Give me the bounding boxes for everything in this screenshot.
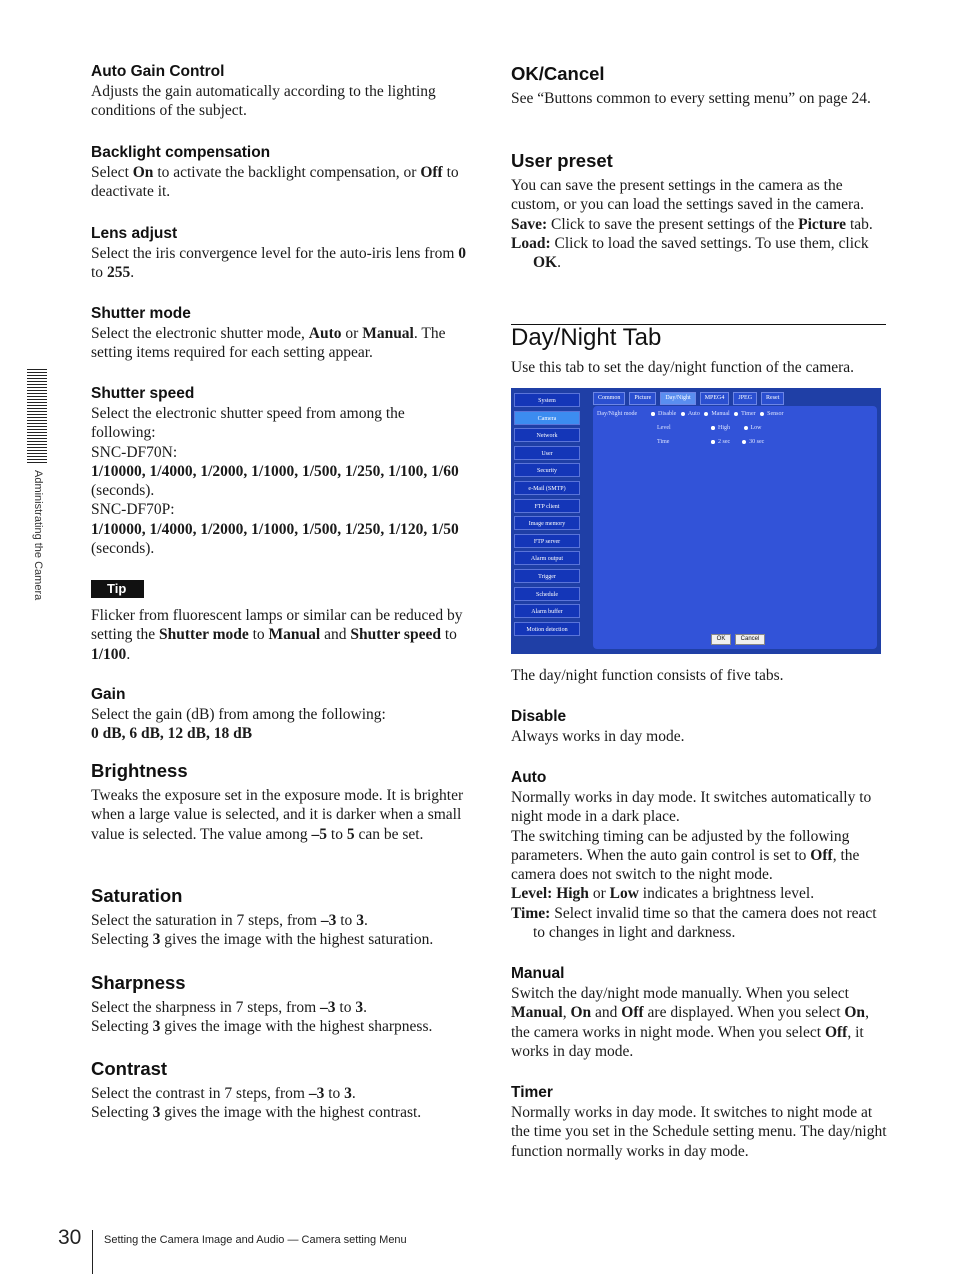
auto-time: Time: Select invalid time so that the camera does not react to changes in light and darkness. xyxy=(511,904,877,942)
disable-body: Always works in day mode. xyxy=(511,728,685,745)
daynight-intro: Use this tab to set the day/night function of the camera. xyxy=(511,359,855,376)
agc-heading: Auto Gain Control xyxy=(91,63,225,80)
sharpness-section xyxy=(91,971,471,1037)
mode-label: Day/Night mode xyxy=(597,411,638,417)
shutter-speed-model-p: SNC-DF70P: xyxy=(91,501,175,519)
brightness-heading: Brightness xyxy=(91,760,188,781)
daynight-screenshot xyxy=(511,388,881,654)
level-low-label: Low xyxy=(750,425,762,431)
contrast-section xyxy=(91,1057,471,1123)
sharpness-heading: Sharpness xyxy=(91,972,186,993)
side-thumb-index xyxy=(27,369,47,463)
okcancel-body: See “Buttons common to every setting menu” on page 24. xyxy=(511,90,871,107)
contrast-body: Select the contrast in 7 steps, from –3 to 3. Selecting 3 gives the image with the highest contrast. xyxy=(91,1085,422,1122)
manual-body: Switch the day/night mode manually. When you select Manual, On and Off are displayed. When you select On, the camera works in night mode. When you select Off, it works in day mode. xyxy=(511,985,869,1060)
tip-section xyxy=(91,580,471,664)
level-high-label: High xyxy=(718,425,730,431)
nav-trigger[interactable]: Trigger xyxy=(514,569,580,583)
nav-email[interactable]: e-Mail (SMTP) xyxy=(514,481,580,495)
backlight-body: Select On to activate the backlight compensation, or Off to deactivate it. xyxy=(91,164,459,201)
nav-user[interactable]: User xyxy=(514,446,580,460)
manual-section xyxy=(511,964,889,1061)
screenshot-tabs xyxy=(593,392,784,405)
agc-body: Adjusts the gain automatically according to the lighting conditions of the subject. xyxy=(91,83,436,120)
tab-picture[interactable]: Picture xyxy=(629,392,656,405)
nav-ftp-server[interactable]: FTP server xyxy=(514,534,580,548)
user-preset-save: Save: Click to save the present settings of the Picture tab. xyxy=(511,215,873,233)
mode-sensor-label: Sensor xyxy=(767,411,784,417)
nav-security[interactable]: Security xyxy=(514,463,580,477)
backlight-section xyxy=(91,143,471,202)
tab-mpeg4[interactable]: MPEG4 xyxy=(700,392,730,405)
tab-common[interactable]: Common xyxy=(593,392,625,405)
agc-section xyxy=(91,62,471,121)
timer-section xyxy=(511,1083,889,1161)
radio-30sec[interactable] xyxy=(742,440,746,444)
gain-values: 0 dB, 6 dB, 12 dB, 18 dB xyxy=(91,725,253,743)
manual-heading: Manual xyxy=(511,965,565,982)
user-preset-section xyxy=(511,149,889,272)
okcancel-section xyxy=(511,62,889,108)
radio-timer[interactable] xyxy=(734,412,738,416)
daynight-after xyxy=(511,666,889,685)
mode-options xyxy=(651,411,783,417)
lens-section xyxy=(91,224,471,283)
tab-daynight[interactable]: Day/Night xyxy=(660,392,695,405)
screenshot-panel xyxy=(593,406,877,649)
gain-body: Select the gain (dB) from among the following: xyxy=(91,706,386,723)
radio-low[interactable] xyxy=(744,426,748,430)
mode-disable-label: Disable xyxy=(658,411,677,417)
side-chapter-label: Administrating the Camera xyxy=(32,470,44,601)
auto-body-2: The switching timing can be adjusted by the following parameters. When the auto gain control is set to Off, the camera does not switch to the night mode. xyxy=(511,827,860,884)
footer-title: Setting the Camera Image and Audio — Camera setting Menu xyxy=(104,1234,407,1246)
shutter-speed-values-n: 1/10000, 1/4000, 1/2000, 1/1000, 1/500, 1/250, 1/100, 1/60 (seconds). xyxy=(91,462,459,500)
daynight-tabs-note: The day/night function consists of five tabs. xyxy=(511,667,784,684)
sharpness-body: Select the sharpness in 7 steps, from –3 to 3. Selecting 3 gives the image with the highest sharpness. xyxy=(91,999,433,1036)
shutter-speed-section xyxy=(91,384,471,558)
nav-camera[interactable]: Camera xyxy=(514,411,580,425)
level-label: Level xyxy=(657,425,671,431)
daynight-section xyxy=(511,324,889,377)
mode-timer-label: Timer xyxy=(741,411,756,417)
radio-sensor[interactable] xyxy=(760,412,764,416)
nav-alarm-output[interactable]: Alarm output xyxy=(514,551,580,565)
screenshot-nav xyxy=(514,393,580,639)
footer-divider xyxy=(92,1230,93,1274)
gain-section xyxy=(91,685,471,744)
page-number: 30 xyxy=(58,1226,82,1249)
okcancel-heading: OK/Cancel xyxy=(511,63,605,84)
radio-disable[interactable] xyxy=(651,412,655,416)
tip-body: Flicker from fluorescent lamps or similar can be reduced by setting the Shutter mode to Manual and Shutter speed to 1/100. xyxy=(91,607,463,663)
nav-network[interactable]: Network xyxy=(514,428,580,442)
time-label: Time xyxy=(657,439,670,445)
auto-section xyxy=(511,768,889,942)
mode-manual-label: Manual xyxy=(711,411,730,417)
disable-section xyxy=(511,707,889,746)
lens-body: Select the iris convergence level for the auto-iris lens from 0 to 255. xyxy=(91,245,467,282)
shutter-speed-model-n: SNC-DF70N: xyxy=(91,443,178,461)
brightness-body: Tweaks the exposure set in the exposure mode. It is brighter when a large value is selected, and it is darker when a small value is selected. The value among –5 to 5 can be set. xyxy=(91,787,464,843)
radio-manual[interactable] xyxy=(704,412,708,416)
shutter-speed-heading: Shutter speed xyxy=(91,385,195,402)
lens-heading: Lens adjust xyxy=(91,225,178,242)
shutter-mode-heading: Shutter mode xyxy=(91,305,191,322)
timer-heading: Timer xyxy=(511,1084,553,1101)
shutter-mode-body: Select the electronic shutter mode, Auto or Manual. The setting items required for each setting appear. xyxy=(91,325,446,362)
saturation-body: Select the saturation in 7 steps, from –3 to 3. Selecting 3 gives the image with the highest saturation. xyxy=(91,912,434,949)
auto-body-1: Normally works in day mode. It switches automatically to night mode in a dark place. xyxy=(511,789,872,826)
cancel-button[interactable]: Cancel xyxy=(735,634,765,645)
user-preset-body: You can save the present settings in the camera as the custom, or you can load the settings saved in the camera. xyxy=(511,177,864,214)
brightness-section xyxy=(91,759,471,844)
backlight-heading: Backlight compensation xyxy=(91,144,271,161)
saturation-section xyxy=(91,884,471,950)
disable-heading: Disable xyxy=(511,708,567,725)
time-30sec-label: 30 sec xyxy=(749,439,765,445)
nav-system[interactable]: System xyxy=(514,393,580,407)
user-preset-load: Load: Click to load the saved settings. To use them, click OK. xyxy=(511,234,869,272)
mode-auto-label: Auto xyxy=(687,411,700,417)
tab-reset[interactable]: Reset xyxy=(761,392,784,405)
user-preset-heading: User preset xyxy=(511,150,613,171)
ok-button[interactable]: OK xyxy=(711,634,731,645)
gain-heading: Gain xyxy=(91,686,126,703)
time-2sec-label: 2 sec xyxy=(718,439,731,445)
tab-jpeg[interactable]: JPEG xyxy=(733,392,757,405)
shutter-speed-values-p: 1/10000, 1/4000, 1/2000, 1/1000, 1/500, 1/250, 1/120, 1/50 (seconds). xyxy=(91,520,459,558)
level-options xyxy=(711,425,762,431)
contrast-heading: Contrast xyxy=(91,1058,168,1079)
auto-heading: Auto xyxy=(511,769,547,786)
radio-high[interactable] xyxy=(711,426,715,430)
nav-ftp-client[interactable]: FTP client xyxy=(514,499,580,513)
tip-badge: Tip xyxy=(91,580,144,598)
shutter-speed-intro: Select the electronic shutter speed from among the following: xyxy=(91,405,405,442)
auto-level: Level: High or Low indicates a brightness level. xyxy=(511,885,815,903)
nav-schedule[interactable]: Schedule xyxy=(514,587,580,601)
nav-motion-detection[interactable]: Motion detection xyxy=(514,622,580,636)
radio-2sec[interactable] xyxy=(711,440,715,444)
shutter-mode-section xyxy=(91,304,471,363)
radio-auto[interactable] xyxy=(681,412,685,416)
time-options xyxy=(711,439,764,445)
nav-alarm-buffer[interactable]: Alarm buffer xyxy=(514,604,580,618)
nav-image-memory[interactable]: Image memory xyxy=(514,516,580,530)
timer-body: Normally works in day mode. It switches to night mode at the time you set in the Schedule setting menu. The day/night function normally works in day mode. xyxy=(511,1104,887,1160)
daynight-heading: Day/Night Tab xyxy=(511,324,662,351)
saturation-heading: Saturation xyxy=(91,885,183,906)
